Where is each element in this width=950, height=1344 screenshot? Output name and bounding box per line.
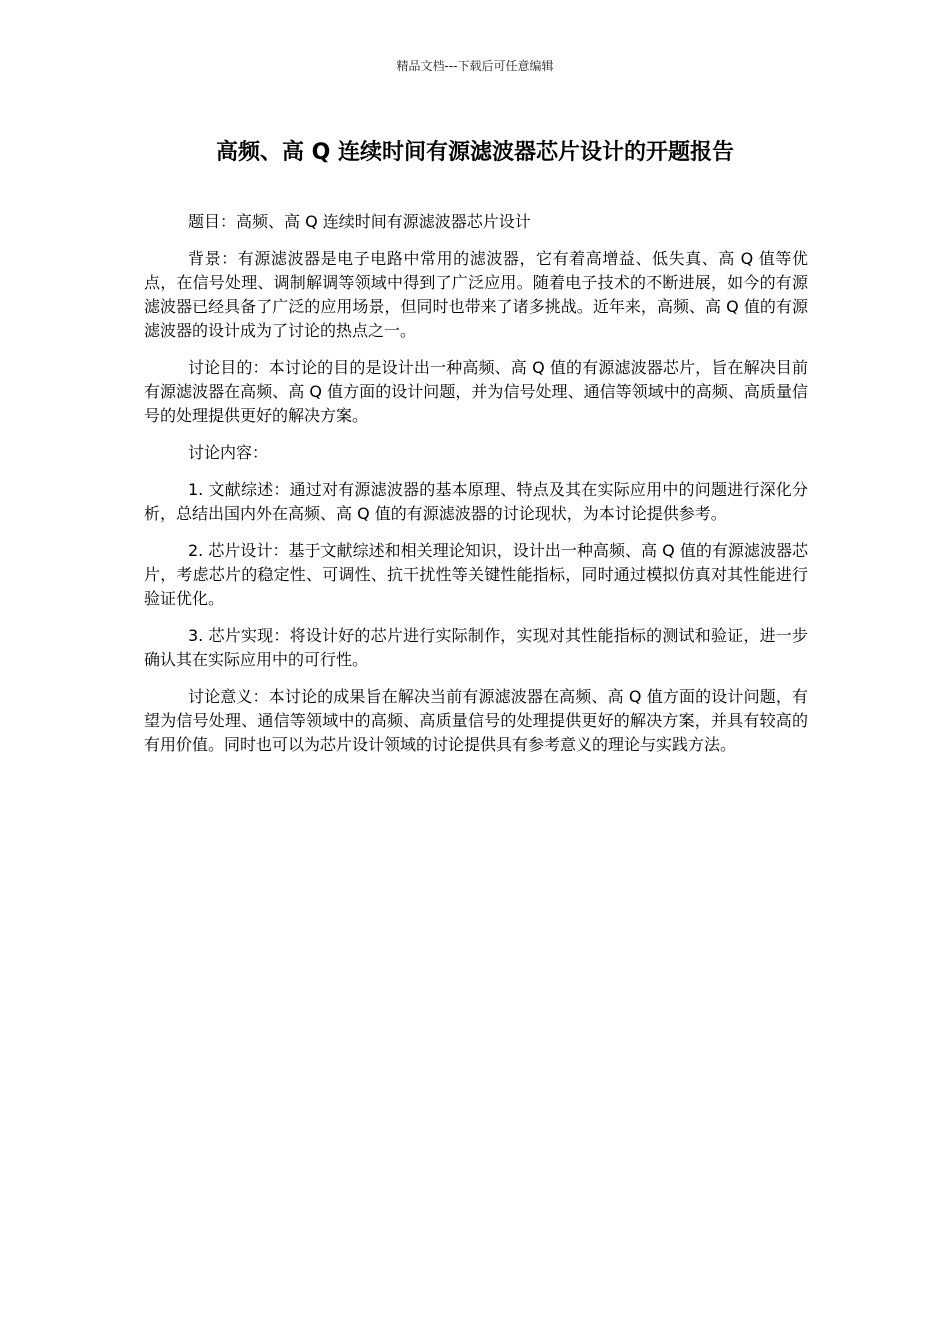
paragraph-background: 背景：有源滤波器是电子电路中常用的滤波器，它有着高增益、低失真、高 Q 值等优点，在信号处理、调制解调等领域中得到了广泛应用。随着电子技术的不断进展，如今的有源滤波器已经具备了广泛的应用场景，但同时也带来了诸多挑战。近年来，高频、高 Q 值的有源滤波器的设计成为了讨论的热点之一。	[144, 249, 808, 340]
paragraph-content-heading: 讨论内容：	[188, 443, 269, 462]
paragraph-significance: 讨论意义：本讨论的成果旨在解决当前有源滤波器在高频、高 Q 值方面的设计问题，有望为信号处理、通信等领域中的高频、高质量信号的处理提供更好的解决方案，并具有较高的有用价值。同时也可以为芯片设计领域的讨论提供具有参考意义的理论与实践方法。	[144, 687, 808, 754]
paragraph-content-item-3: 3. 芯片实现：将设计好的芯片进行实际制作，实现对其性能指标的测试和验证，进一步确认其在实际应用中的可行性。	[144, 626, 808, 669]
paragraph-topic: 题目：高频、高 Q 连续时间有源滤波器芯片设计	[188, 212, 531, 231]
document-body	[144, 210, 808, 770]
paragraph-purpose: 讨论目的：本讨论的目的是设计出一种高频、高 Q 值的有源滤波器芯片，旨在解决目前有源滤波器在高频、高 Q 值方面的设计问题，并为信号处理、通信等领域中的高频、高质量信号的处理提供更好的解决方案。	[144, 358, 808, 425]
paragraph-content-item-1: 1. 文献综述：通过对有源滤波器的基本原理、特点及其在实际应用中的问题进行深化分析，总结出国内外在高频、高 Q 值的有源滤波器的讨论现状，为本讨论提供参考。	[144, 480, 808, 523]
paragraph-content-item-2: 2. 芯片设计：基于文献综述和相关理论知识，设计出一种高频、高 Q 值的有源滤波器芯片，考虑芯片的稳定性、可调性、抗干扰性等关键性能指标，同时通过模拟仿真对其性能进行验证优化。	[144, 541, 808, 608]
page-header: 精品文档---下载后可任意编辑	[396, 59, 554, 73]
document-title: 高频、高 Q 连续时间有源滤波器芯片设计的开题报告	[215, 140, 735, 165]
